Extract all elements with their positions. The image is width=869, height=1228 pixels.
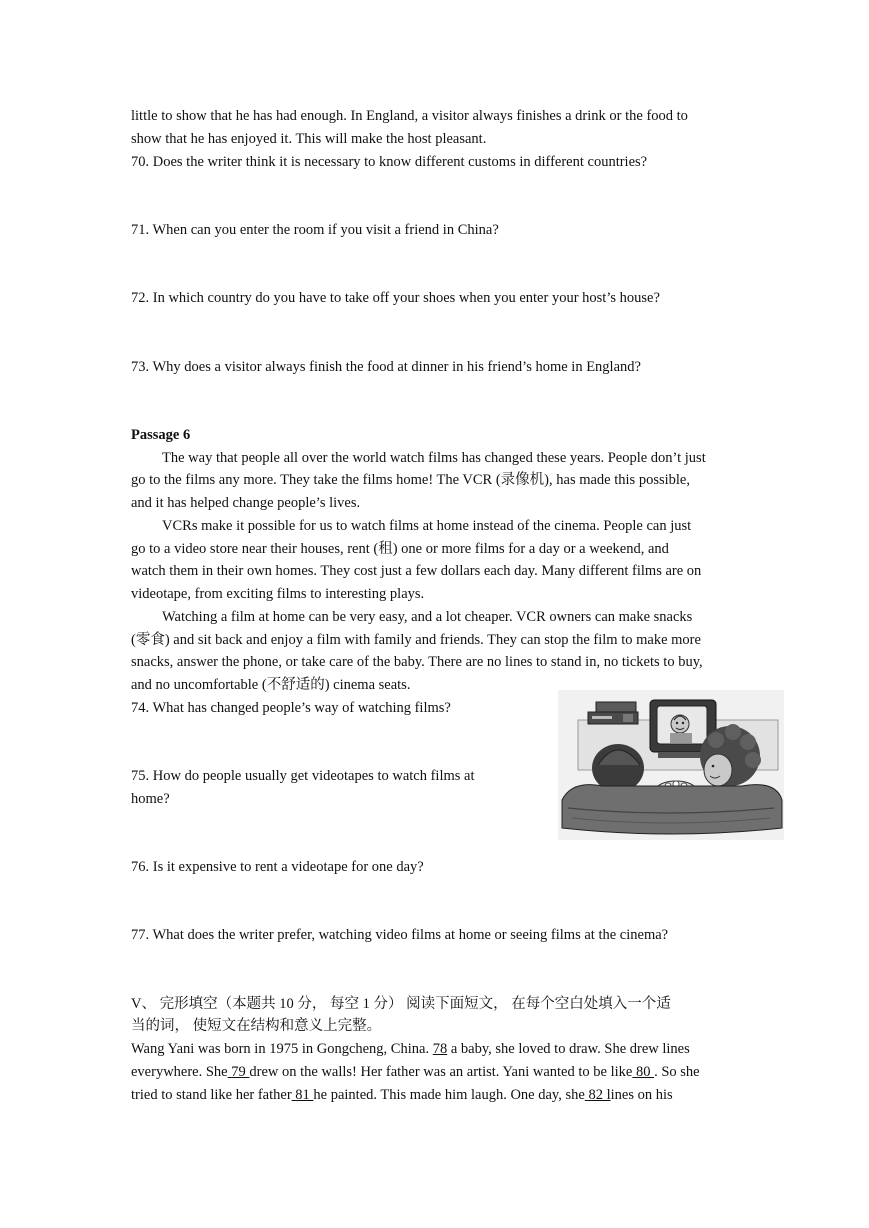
section-heading: 当的词， 使短文在结构和意义上完整。: [131, 1018, 382, 1034]
question-76: 76. Is it expensive to rent a videotape for one day?: [131, 859, 424, 875]
cloze-text: drew on the walls! Her father was an artist. Yani wanted to be like: [249, 1064, 633, 1080]
question-70: 70. Does the writer think it is necessary to know different customs in different countries?: [131, 154, 648, 170]
question-73: 73. Why does a visitor always finish the food at dinner in his friend’s home in England?: [131, 359, 641, 375]
blank-81: 81: [291, 1087, 314, 1103]
blank-80: 80: [632, 1064, 655, 1080]
question-74: 74. What has changed people’s way of watching films?: [131, 700, 451, 716]
question-72: 72. In which country do you have to take off your shoes when you enter your host’s house?: [131, 290, 660, 306]
passage-line: videotape, from exciting films to interesting plays.: [131, 586, 425, 602]
blank-79: 79: [227, 1064, 250, 1080]
cloze-text: ines on his: [610, 1087, 673, 1103]
cloze-text: Wang Yani was born in 1975 in Gongcheng, China.: [131, 1041, 433, 1057]
cloze-line: [131, 1061, 700, 1084]
passage-title: Passage 6: [131, 427, 191, 443]
question-75-cont: home?: [131, 791, 170, 807]
intro-line: little to show that he has had enough. In England, a visitor always finishes a drink or the food to: [131, 108, 688, 124]
cloze-line: [131, 1038, 690, 1061]
section-heading: V、 完形填空（本题共 10 分， 每空 1 分） 阅读下面短文， 在每个空白处填入一个适: [131, 996, 671, 1012]
cloze-line: [131, 1084, 673, 1107]
cloze-text: a baby, she loved to draw. She drew lines: [447, 1041, 690, 1057]
passage-line: (零食) and sit back and enjoy a film with family and friends. They can stop the film to make more: [131, 632, 701, 648]
passage-line: Watching a film at home can be very easy, and a lot cheaper. VCR owners can make snacks: [162, 609, 693, 625]
passage-line: go to the films any more. They take the films home! The VCR (录像机), has made this possible,: [131, 472, 690, 488]
cloze-text: tried to stand like her father: [131, 1087, 292, 1103]
intro-line: show that he has enjoyed it. This will make the host pleasant.: [131, 131, 487, 147]
passage-line: snacks, answer the phone, or take care of the baby. There are no lines to stand in, no tickets to buy,: [131, 654, 703, 670]
passage-line: and it has helped change people’s lives.: [131, 495, 361, 511]
passage-line: and no uncomfortable (不舒适的) cinema seats.: [131, 677, 411, 693]
cloze-text: . So she: [654, 1064, 700, 1080]
passage-line: The way that people all over the world watch films has changed these years. People don’t just: [162, 450, 706, 466]
question-77: 77. What does the writer prefer, watching video films at home or seeing films at the cinema?: [131, 927, 669, 943]
question-71: 71. When can you enter the room if you visit a friend in China?: [131, 222, 499, 238]
blank-82: 82 l: [584, 1087, 611, 1103]
tv-vcr-family-illustration: [558, 690, 784, 840]
question-75: 75. How do people usually get videotapes to watch films at: [131, 768, 475, 784]
passage-line: go to a video store near their houses, rent (租) one or more films for a day or a weekend, and: [131, 541, 669, 557]
cloze-text: everywhere. She: [131, 1064, 228, 1080]
cloze-text: he painted. This made him laugh. One day, she: [313, 1087, 585, 1103]
passage-line: watch them in their own homes. They cost just a few dollars each day. Many different films are on: [131, 563, 702, 579]
passage-line: VCRs make it possible for us to watch films at home instead of the cinema. People can just: [162, 518, 692, 534]
blank-78: 78: [432, 1041, 448, 1057]
